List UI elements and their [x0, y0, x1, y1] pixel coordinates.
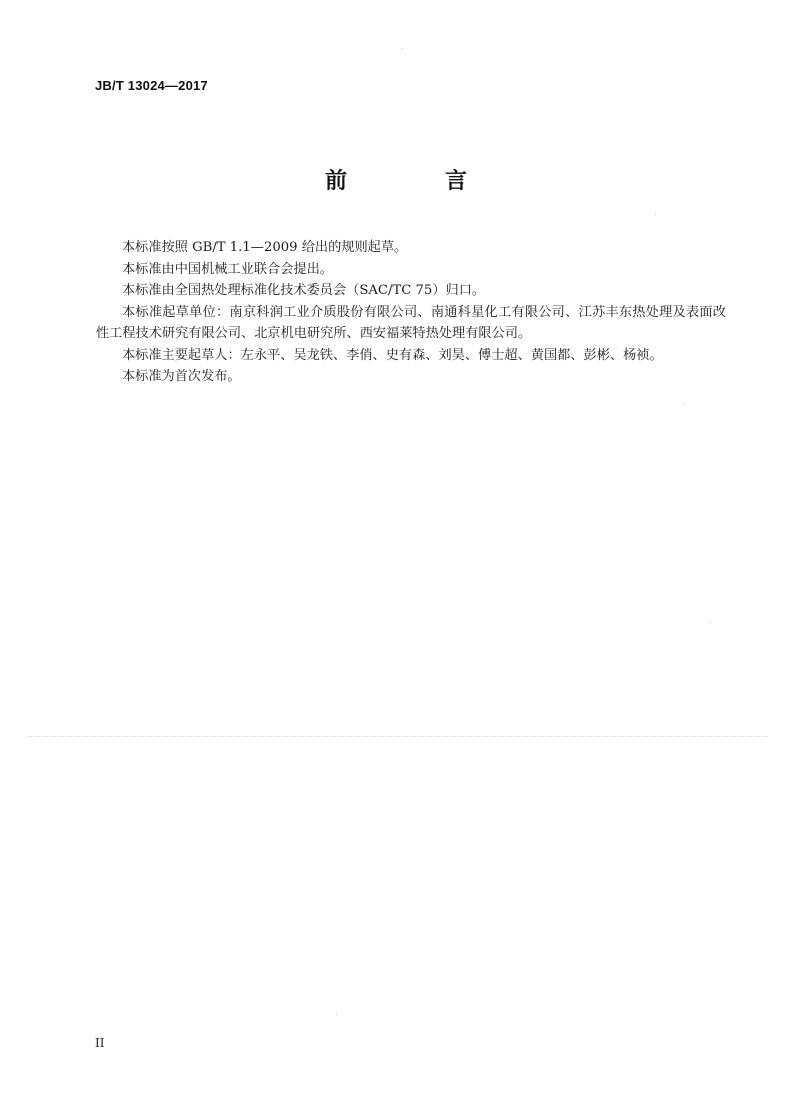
scan-divider-line: [28, 736, 768, 737]
paragraph-first-release: 本标准为首次发布。: [122, 369, 241, 384]
scan-speck: [655, 214, 656, 215]
paragraph-proposer: 本标准由中国机械工业联合会提出。: [122, 261, 333, 277]
standard-code: JB/T 13024—2017: [95, 78, 208, 93]
scan-speck: [336, 1014, 337, 1015]
paragraph-committee: 本标准由全国热处理标准化技术委员会（SAC/TC 75）归口。: [122, 283, 486, 298]
paragraph-drafting-rules: 本标准按照 GB/T 1.1—2009 给出的规则起草。: [122, 240, 408, 255]
scan-speck: [683, 404, 684, 405]
scan-speck: [710, 622, 711, 623]
page-number: II: [95, 1036, 105, 1050]
foreword-body: [96, 237, 726, 388]
paragraph-drafting-units: 本标准起草单位：南京科润工业介质股份有限公司、南通科星化工有限公司、江苏丰东热处理及表面改性工程技术研究有限公司、北京机电研究所、西安福莱特热处理有限公司。: [96, 304, 726, 341]
scan-speck: [402, 48, 403, 49]
paragraph-drafters: 本标准主要起草人：左永平、吴龙铁、李俏、史有森、刘昊、傅士超、黄国都、彭彬、杨祯。: [122, 347, 663, 363]
page-title: 前 言: [324, 169, 505, 194]
